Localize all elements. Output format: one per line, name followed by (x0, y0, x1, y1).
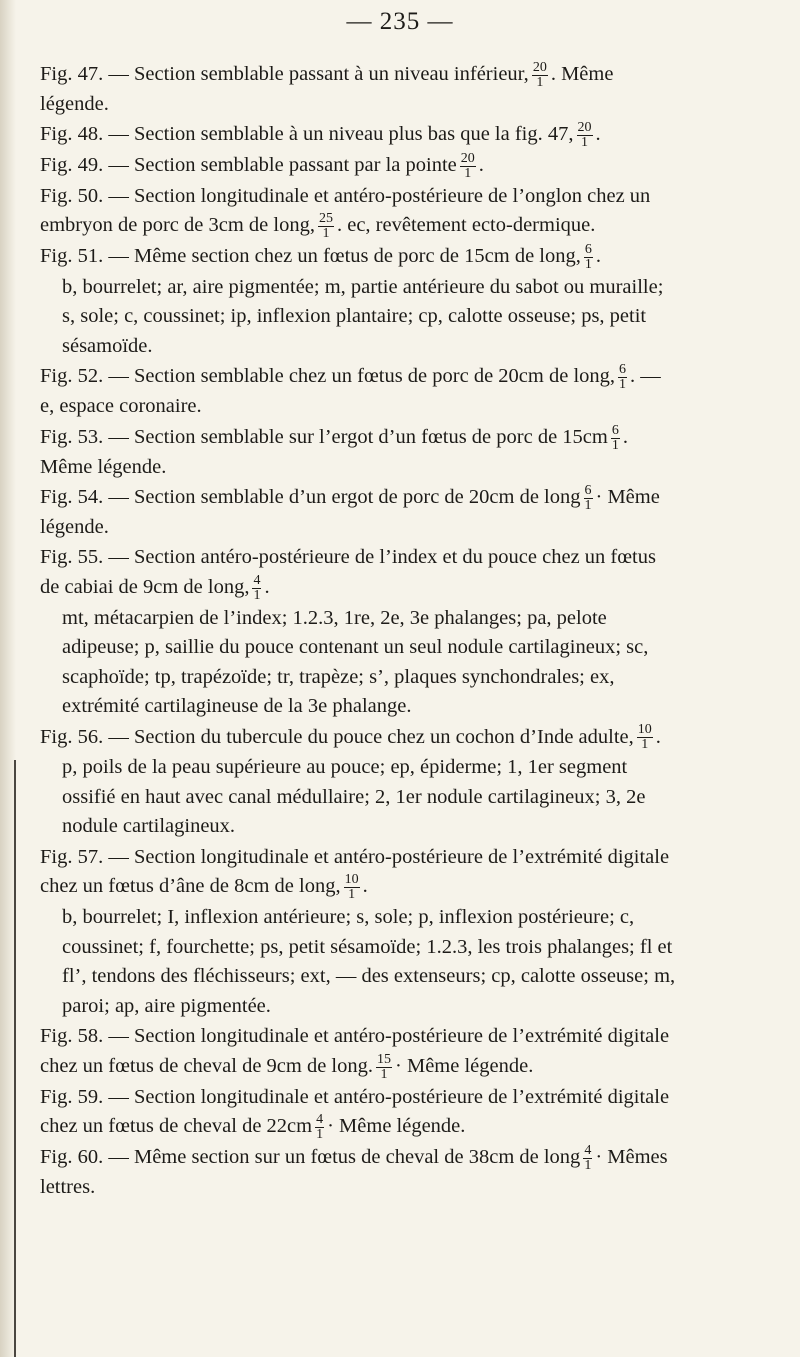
magnification-denominator: 1 (348, 887, 356, 903)
figure-key-legend: p, poils de la peau supérieure au pouce; ep, épiderme; 1, 1er segment ossifié en haut avec canal médullaire; 2, 1er nodule cartilagineux; 3, 2e nodule cartilagineux. (62, 756, 646, 838)
magnification-numerator: 4 (584, 1142, 592, 1158)
figure-number: Fig. 57. (40, 845, 104, 868)
figure-key-legend: b, bourrelet; I, inflexion antérieure; s, sole; p, inflexion postérieure; c, coussinet; f, fourchette; ps, petit sésamoïde; 1.2.3, les trois phalanges; fl et fl’, tendons des fléchisseurs; ext, — des extenseurs; cp, calotte osseuse; m, paroi; ap, aire pigmentée. (62, 906, 676, 1017)
magnification-numerator: 20 (460, 150, 475, 166)
magnification-fraction (376, 1053, 392, 1082)
binding-edge-line (14, 760, 16, 1357)
magnification-denominator: 1 (253, 587, 261, 603)
figure-description-tail: . (264, 575, 270, 598)
figure-description-tail: . (655, 725, 661, 748)
magnification-denominator: 1 (322, 226, 330, 242)
magnification-denominator: 1 (536, 74, 544, 90)
magnification-numerator: 20 (532, 59, 547, 75)
figure-description-tail: · Même légende. (40, 486, 660, 538)
figure-description: — Section longitudinale et antéro-postérieure de l’extrémité digitale chez un fœtus de cheval de 9cm de long. (40, 1025, 670, 1077)
figure-legend-entry (40, 483, 680, 542)
page-number: — 235 — (346, 8, 454, 35)
magnification-numerator: 4 (253, 572, 261, 588)
magnification-numerator: 10 (637, 722, 652, 738)
figure-number: Fig. 52. (40, 365, 104, 388)
figure-number: Fig. 54. (40, 486, 104, 509)
figure-description-tail: . — e, espace coronaire. (40, 365, 661, 418)
figure-number: Fig. 53. (40, 425, 104, 448)
figure-description-tail: . Même légende. (40, 425, 628, 478)
magnification-numerator: 25 (318, 211, 333, 227)
figure-description-tail: . (478, 154, 484, 177)
magnification-fraction (460, 152, 476, 181)
magnification-denominator: 1 (464, 165, 472, 181)
figure-legend-entry (40, 362, 680, 421)
figure-description-tail: . (595, 123, 601, 146)
figure-key-legend: mt, métacarpien de l’index; 1.2.3, 1re, 2e, 3e phalanges; pa, pelote adipeuse; p, saillie du pouce contenant un seul nodule cartilagineux; sc, scaphoïde; tp, trapézoïde; tr, trapèze; s’, plaques synchondrales; ex, extrémité cartilagineuse de la 3e phalange. (62, 606, 649, 718)
figure-legend-entry (40, 1083, 680, 1142)
figure-legend-entry (40, 423, 680, 482)
figure-description-tail: · Même légende. (395, 1054, 534, 1077)
magnification-denominator: 1 (611, 437, 619, 453)
figure-number: Fig. 59. (40, 1085, 104, 1108)
magnification-numerator: 4 (316, 1111, 324, 1127)
magnification-denominator: 1 (380, 1066, 388, 1082)
figure-number: Fig. 55. (40, 546, 104, 569)
magnification-numerator: 6 (619, 362, 627, 378)
magnification-numerator: 6 (584, 241, 592, 257)
magnification-fraction (318, 212, 334, 241)
magnification-denominator: 1 (581, 135, 588, 151)
figure-description: — Section semblable à un niveau plus bas que la fig. 47, (108, 123, 574, 146)
figure-description: — Section longitudinale et antéro-postérieure de l’extrémité digitale chez un fœtus d’âne de 8cm de long, (40, 845, 670, 898)
magnification-denominator: 1 (316, 1126, 324, 1142)
figure-number: Fig. 58. (40, 1025, 104, 1048)
magnification-fraction (344, 873, 360, 902)
magnification-denominator: 1 (584, 497, 592, 513)
figure-description: — Même section chez un fœtus de porc de 15cm de long, (108, 245, 581, 268)
figure-legend-entry (40, 1022, 680, 1081)
figure-legend-entry (40, 60, 680, 119)
magnification-fraction (584, 243, 593, 272)
figure-description: — Section du tubercule du pouce chez un cochon d’Inde adulte, (108, 725, 634, 748)
figure-key-legend: b, bourrelet; ar, aire pigmentée; m, partie antérieure du sabot ou muraille; s, sole; c, coussinet; ip, inflexion plantaire; cp, calotte osseuse; ps, petit sésamoïde. (62, 275, 664, 357)
figure-legend-list (40, 60, 680, 1203)
figure-description: — Même section sur un fœtus de cheval de 38cm de long (108, 1145, 581, 1168)
figure-description: — Section semblable sur l’ergot d’un fœtus de porc de 15cm (108, 425, 608, 448)
magnification-numerator: 6 (611, 422, 619, 438)
magnification-fraction (583, 1144, 592, 1173)
magnification-fraction (618, 363, 627, 392)
figure-number: Fig. 48. (40, 123, 104, 146)
magnification-fraction (532, 61, 548, 90)
figure-number: Fig. 51. (40, 245, 104, 268)
magnification-numerator: 15 (377, 1051, 392, 1067)
figure-description-tail: · Mêmes lettres. (40, 1145, 668, 1198)
figure-number: Fig. 60. (40, 1145, 104, 1168)
figure-description-tail: . (595, 245, 601, 268)
magnification-fraction (584, 484, 593, 513)
figure-legend-entry (40, 543, 680, 602)
magnification-numerator: 6 (584, 482, 592, 498)
figure-legend-entry (40, 151, 680, 181)
figure-description-tail: · Même légende. (327, 1115, 466, 1138)
magnification-numerator: 20 (577, 120, 592, 136)
figure-legend-entry (40, 1143, 680, 1202)
magnification-denominator: 1 (584, 1157, 592, 1173)
figure-number: Fig. 56. (40, 725, 104, 748)
magnification-fraction (577, 121, 593, 150)
figure-legend-entry (40, 120, 680, 150)
figure-legend-entry (40, 242, 680, 272)
figure-description-tail: . Même légende. (40, 63, 614, 115)
figure-number: Fig. 50. (40, 184, 104, 207)
figure-description: — Section semblable passant à un niveau inférieur, (108, 63, 529, 85)
figure-description-tail: . ec, revêtement ecto-dermique. (336, 214, 596, 237)
magnification-fraction (637, 723, 653, 752)
figure-legend-entry (40, 843, 680, 902)
magnification-fraction (252, 574, 261, 603)
figure-number: Fig. 47. (40, 63, 104, 85)
magnification-denominator: 1 (619, 377, 627, 393)
figure-description: — Section longitudinale et antéro-postérieure de l’onglon chez un embryon de porc de 3cm de long, (40, 184, 651, 237)
figure-legend-entry (40, 723, 680, 753)
figure-description-tail: . (362, 875, 368, 898)
figure-description: — Section antéro-postérieure de l’index et du pouce chez un fœtus de cabiai de 9cm de long, (40, 546, 656, 598)
figure-description: — Section semblable chez un fœtus de porc de 20cm de long, (108, 365, 616, 388)
magnification-numerator: 10 (344, 872, 359, 888)
magnification-denominator: 1 (641, 737, 649, 753)
magnification-fraction (315, 1113, 324, 1142)
magnification-denominator: 1 (584, 256, 592, 272)
figure-description: — Section semblable d’un ergot de porc de 20cm de long (108, 486, 581, 509)
figure-description: — Section semblable passant par la pointe (108, 154, 457, 177)
figure-number: Fig. 49. (40, 154, 104, 177)
magnification-fraction (611, 424, 620, 453)
figure-description: — Section longitudinale et antéro-postérieure de l’extrémité digitale chez un fœtus de cheval de 22cm (40, 1085, 670, 1138)
figure-legend-entry (40, 182, 680, 241)
